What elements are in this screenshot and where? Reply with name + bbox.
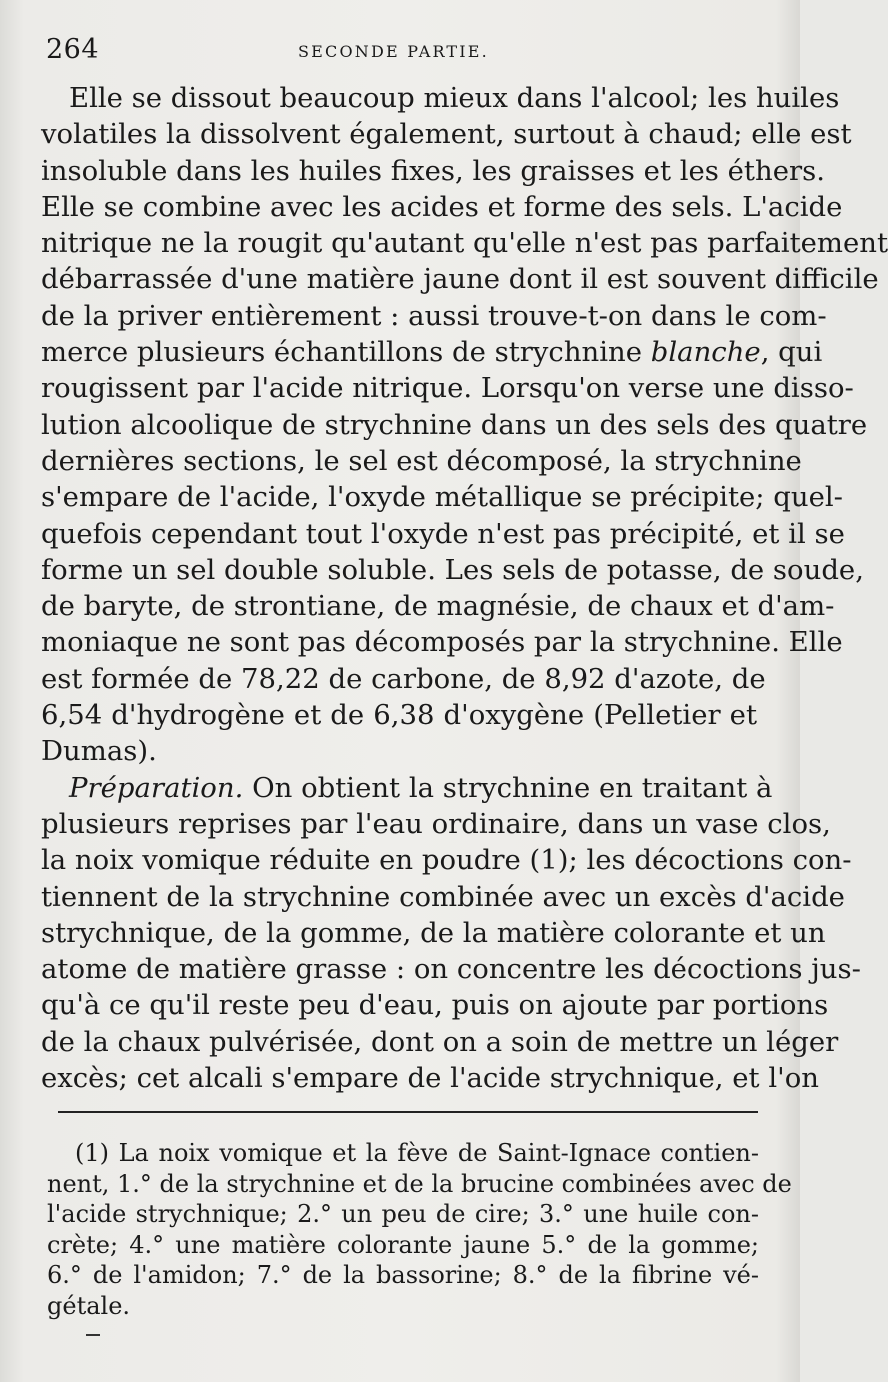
text-line: rougissent par l'acide nitrique. Lorsqu'on verse une disso- — [41, 372, 854, 405]
text-line: nitrique ne la rougit qu'autant qu'elle n'est pas parfaitement — [41, 227, 888, 260]
text-line: moniaque ne sont pas décomposés par la strychnine. Elle — [41, 626, 843, 659]
text-line: volatiles la dissolvent également, surtout à chaud; elle est — [41, 118, 852, 151]
footnote-line: l'acide strychnique; 2.° un peu de cire; 3.° une huile con- — [47, 1200, 759, 1228]
text-line: Dumas). — [41, 735, 157, 768]
text-line: quefois cependant tout l'oxyde n'est pas précipité, et il se — [41, 517, 845, 550]
text-line: la noix vomique réduite en poudre (1); les décoctions con- — [41, 844, 852, 877]
main-text — [41, 80, 888, 1096]
text-line: est formée de 78,22 de carbone, de 8,92 d'azote, de — [41, 662, 766, 695]
footnote-line: nent, 1.° de la strychnine et de la brucine combinées avec de — [47, 1169, 792, 1198]
footnote-divider — [58, 1111, 758, 1113]
text-line: de la priver entièrement : aussi trouve-t-on dans le com- — [41, 299, 827, 332]
text-line: de baryte, de strontiane, de magnésie, de chaux et d'am- — [41, 590, 835, 623]
text-line: atome de matière grasse : on concentre les décoctions jus- — [41, 953, 861, 986]
printer-mark — [86, 1334, 100, 1336]
text-line: Préparation. On obtient la strychnine en traitant à — [69, 771, 773, 804]
footnotes — [47, 1138, 792, 1321]
text-line: s'empare de l'acide, l'oxyde métallique se précipite; quel- — [41, 481, 843, 514]
text-line: lution alcoolique de strychnine dans un des sels des quatre — [41, 408, 868, 441]
text-line: 6,54 d'hydrogène et de 6,38 d'oxygène (Pelletier et — [41, 699, 757, 732]
text-line: plusieurs reprises par l'eau ordinaire, dans un vase clos, — [41, 807, 831, 840]
footnote-line: crète; 4.° une matière colorante jaune 5.° de la gomme; — [47, 1230, 759, 1259]
footnote-line: gétale. — [47, 1291, 131, 1320]
text-line: forme un sel double soluble. Les sels de potasse, de soude, — [41, 553, 864, 586]
italic-word: Préparation. — [69, 771, 244, 804]
text-line: tiennent de la strychnine combinée avec un excès d'acide — [41, 880, 845, 913]
text-line: insoluble dans les huiles fixes, les graisses et les éthers. — [41, 154, 825, 187]
text-line: qu'à ce qu'il reste peu d'eau, puis on ajoute par portions — [41, 989, 829, 1022]
text-line: Elle se combine avec les acides et forme des sels. L'acide — [41, 190, 843, 223]
page-number: 264 — [46, 34, 100, 65]
text-line: Elle se dissout beaucoup mieux dans l'alcool; les huiles — [69, 82, 840, 114]
text-line: dernières sections, le sel est décomposé, la strychnine — [41, 444, 802, 477]
footnote-line: (1) La noix vomique et la fève de Saint-Ignace contien- — [75, 1139, 759, 1167]
text-line: strychnique, de la gomme, de la matière colorante et un — [41, 916, 826, 949]
footnote-line: 6.° de l'amidon; 7.° de la bassorine; 8.° de la fibrine vé- — [47, 1261, 759, 1289]
italic-word: blanche — [650, 336, 761, 369]
text-line: de la chaux pulvérisée, dont on a soin de mettre un léger — [41, 1025, 839, 1058]
running-title: SECONDE PARTIE. — [298, 42, 489, 61]
text-line: merce plusieurs échantillons de strychnine blanche, qui — [41, 336, 823, 369]
text-line: débarrassée d'une matière jaune dont il est souvent difficile — [41, 263, 879, 296]
page-header — [46, 34, 756, 74]
text-line: excès; cet alcali s'empare de l'acide strychnique, et l'on — [41, 1062, 819, 1095]
